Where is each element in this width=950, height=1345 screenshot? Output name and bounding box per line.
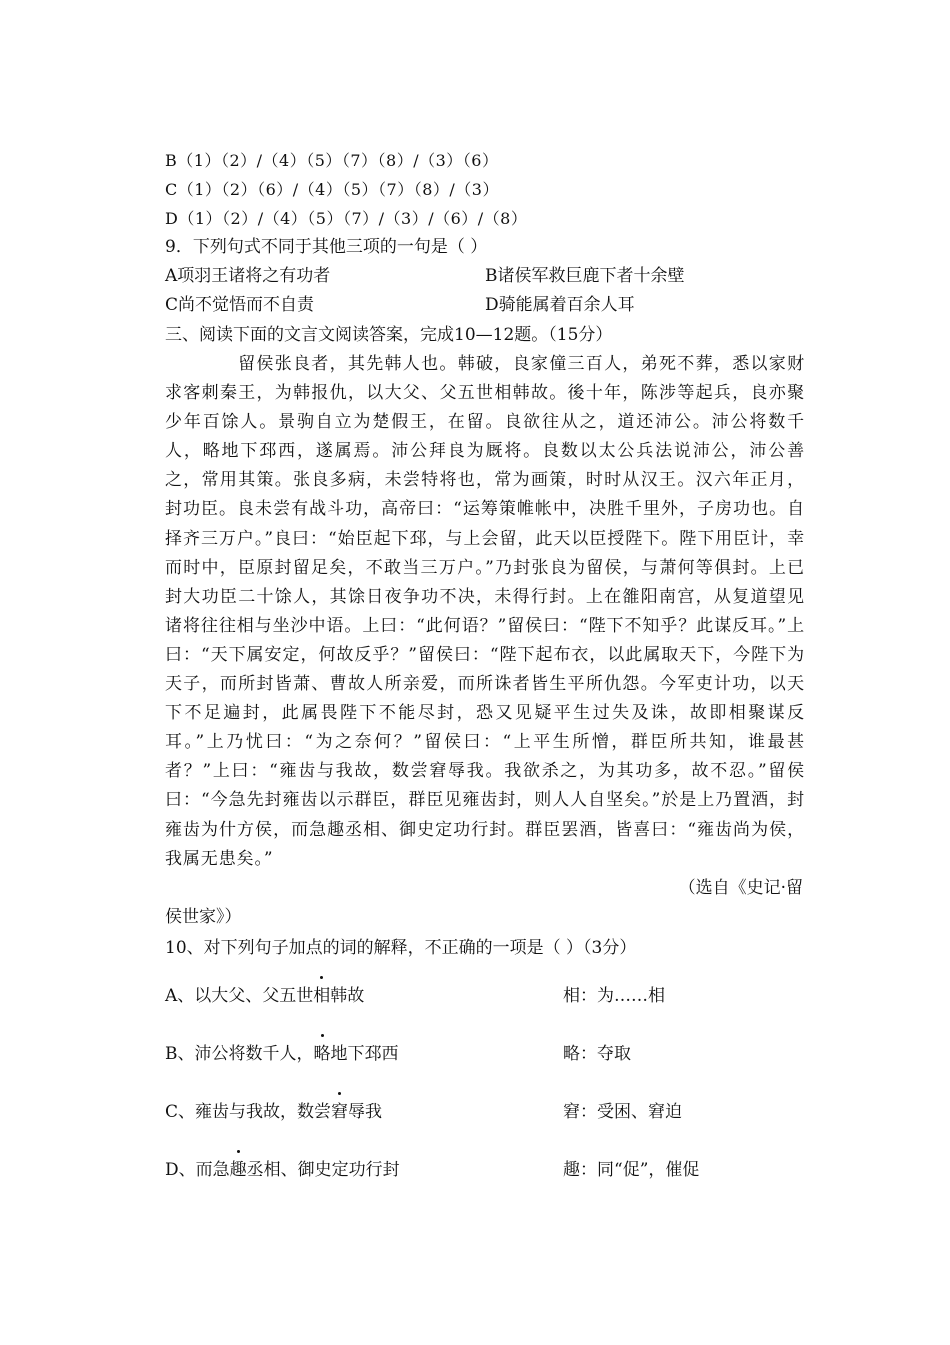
choice-a-gloss: 相：为……相 xyxy=(563,986,665,1007)
passage-source-line-1: （选自《史记·留 xyxy=(678,877,803,898)
question-10-choice-a xyxy=(165,965,805,1023)
choice-a-text-post: 韩故 xyxy=(330,986,365,1007)
classical-passage: 留侯张良者，其先韩人也。韩破，良家僮三百人，弟死不葬，悉以家财求客刺秦王，为韩报仇，以大父、父五世相韩故。後十年，陈涉等起兵，良亦聚少年百馀人。景驹自立为楚假王，在留。良欲往从之，道还沛公。沛公将数千人，略地下邳西，遂属焉。沛公拜良为厩将。良数以太公兵法说沛公，沛公善之，常用其策。张良多病，未尝特将也，常为画策，时时从汉王。汉六年正月，封功臣。良未尝有战斗功，高帝曰：“运筹策帷帐中，决胜千里外，子房功也。自择齐三万户。”良曰：“始臣起下邳，与上会留，此天以臣授陛下。陛下用臣计，幸而时中，臣原封留足矣，不敢当三万户。”乃封张良为留侯，与萧何等俱封。上已封大功臣二十馀人，其馀日夜争功不决，未得行封。上在雒阳南宫，从复道望见诸将往往相与坐沙中语。上曰：“此何语？”留侯曰：“陛下不知乎？此谋反耳。”上曰：“天下属安定，何故反乎？”留侯曰：“陛下起布衣，以此属取天下，今陛下为天子，而所封皆萧、曹故人所亲爱，而所诛者皆生平所仇怨。今军吏计功，以天下不足遍封，此属畏陛下不能尽封，恐又见疑平生过失及诛，故即相聚谋反耳。”上乃忧曰：“为之奈何？”留侯曰：“上平生所憎，群臣所共知，谁最甚者？”上曰：“雍齿与我故，数尝窘辱我。我欲杀之，为其功多，故不忍。”留侯曰：“今急先封雍齿以示群臣，群臣见雍齿封，则人人自坚矣。”於是上乃置酒，封雍齿为什方侯，而急趣丞相、御史定功行封。群臣罢酒，皆喜曰：“雍齿尚为侯，我属无患矣。” xyxy=(165,354,805,869)
question-10-choice-b xyxy=(165,1023,805,1081)
choice-d-dotted-word: 趣 xyxy=(230,1155,247,1180)
question-9 xyxy=(165,233,805,320)
passage-source-line-2: 侯世家》） xyxy=(165,906,242,927)
document-page xyxy=(165,146,805,1197)
section-3 xyxy=(165,320,805,932)
question-9-option-d: D骑能属着百余人耳 xyxy=(485,295,635,315)
choice-c-sentence xyxy=(165,1097,563,1122)
question-9-option-b: B诸侯军救巨鹿下者十余壁 xyxy=(485,266,685,286)
question-10-choice-d xyxy=(165,1139,805,1197)
choice-c-text-post: 辱我 xyxy=(348,1102,383,1123)
choice-c-gloss: 窘：受困、窘迫 xyxy=(563,1102,682,1123)
question-9-option-a: A项羽王诸将之有功者 xyxy=(165,266,331,286)
choice-b-gloss: 略：夺取 xyxy=(563,1044,631,1065)
choice-b-sentence xyxy=(165,1039,563,1064)
question-10-stem: 10、对下列句子加点的词的解释，不正确的一项是（ ）（3分） xyxy=(165,937,637,958)
option-c-line: C（1）（2）（6）/（4）（5）（7）（8）/（3） xyxy=(165,180,499,199)
question-9-stem: 9．下列句式不同于其他三项的一句是（ ） xyxy=(165,237,488,257)
choice-d-sentence xyxy=(165,1155,563,1180)
choice-b-text-pre: B、沛公将数千人， xyxy=(165,1044,314,1065)
choice-b-text-post: 地下邳西 xyxy=(330,1044,399,1065)
option-b-line: B（1）（2）/（4）（5）（7）（8）/（3）（6） xyxy=(165,151,499,170)
passage-source xyxy=(165,874,805,932)
choice-a-dotted-word: 相 xyxy=(313,981,330,1006)
choice-c-dotted-word: 窘 xyxy=(331,1097,348,1122)
option-d-line: D（1）（2）/（4）（5）（7）/（3）/（6）/（8） xyxy=(165,209,528,228)
question-10 xyxy=(165,933,805,1197)
question-10-choices xyxy=(165,965,805,1197)
choice-d-gloss: 趣：同“促”，催促 xyxy=(563,1160,700,1181)
question-9-option-c: C尚不觉悟而不自责 xyxy=(165,295,315,315)
question-9-row-1 xyxy=(165,262,805,291)
choice-c-text-pre: C、雍齿与我故，数尝 xyxy=(165,1102,332,1123)
choice-a-text-pre: A、以大父、父五世 xyxy=(165,986,314,1007)
section-3-title: 三、阅读下面的文言文阅读答案，完成10—12题。（15分） xyxy=(165,325,613,345)
choice-b-dotted-word: 略 xyxy=(314,1039,331,1064)
choice-d-text-pre: D、而急 xyxy=(165,1160,230,1181)
choice-a-sentence xyxy=(165,981,563,1006)
choice-d-text-post: 丞相、御史定功行封 xyxy=(246,1160,400,1181)
question-10-choice-c xyxy=(165,1081,805,1139)
question-9-row-2 xyxy=(165,291,805,320)
previous-question-options xyxy=(165,146,805,233)
